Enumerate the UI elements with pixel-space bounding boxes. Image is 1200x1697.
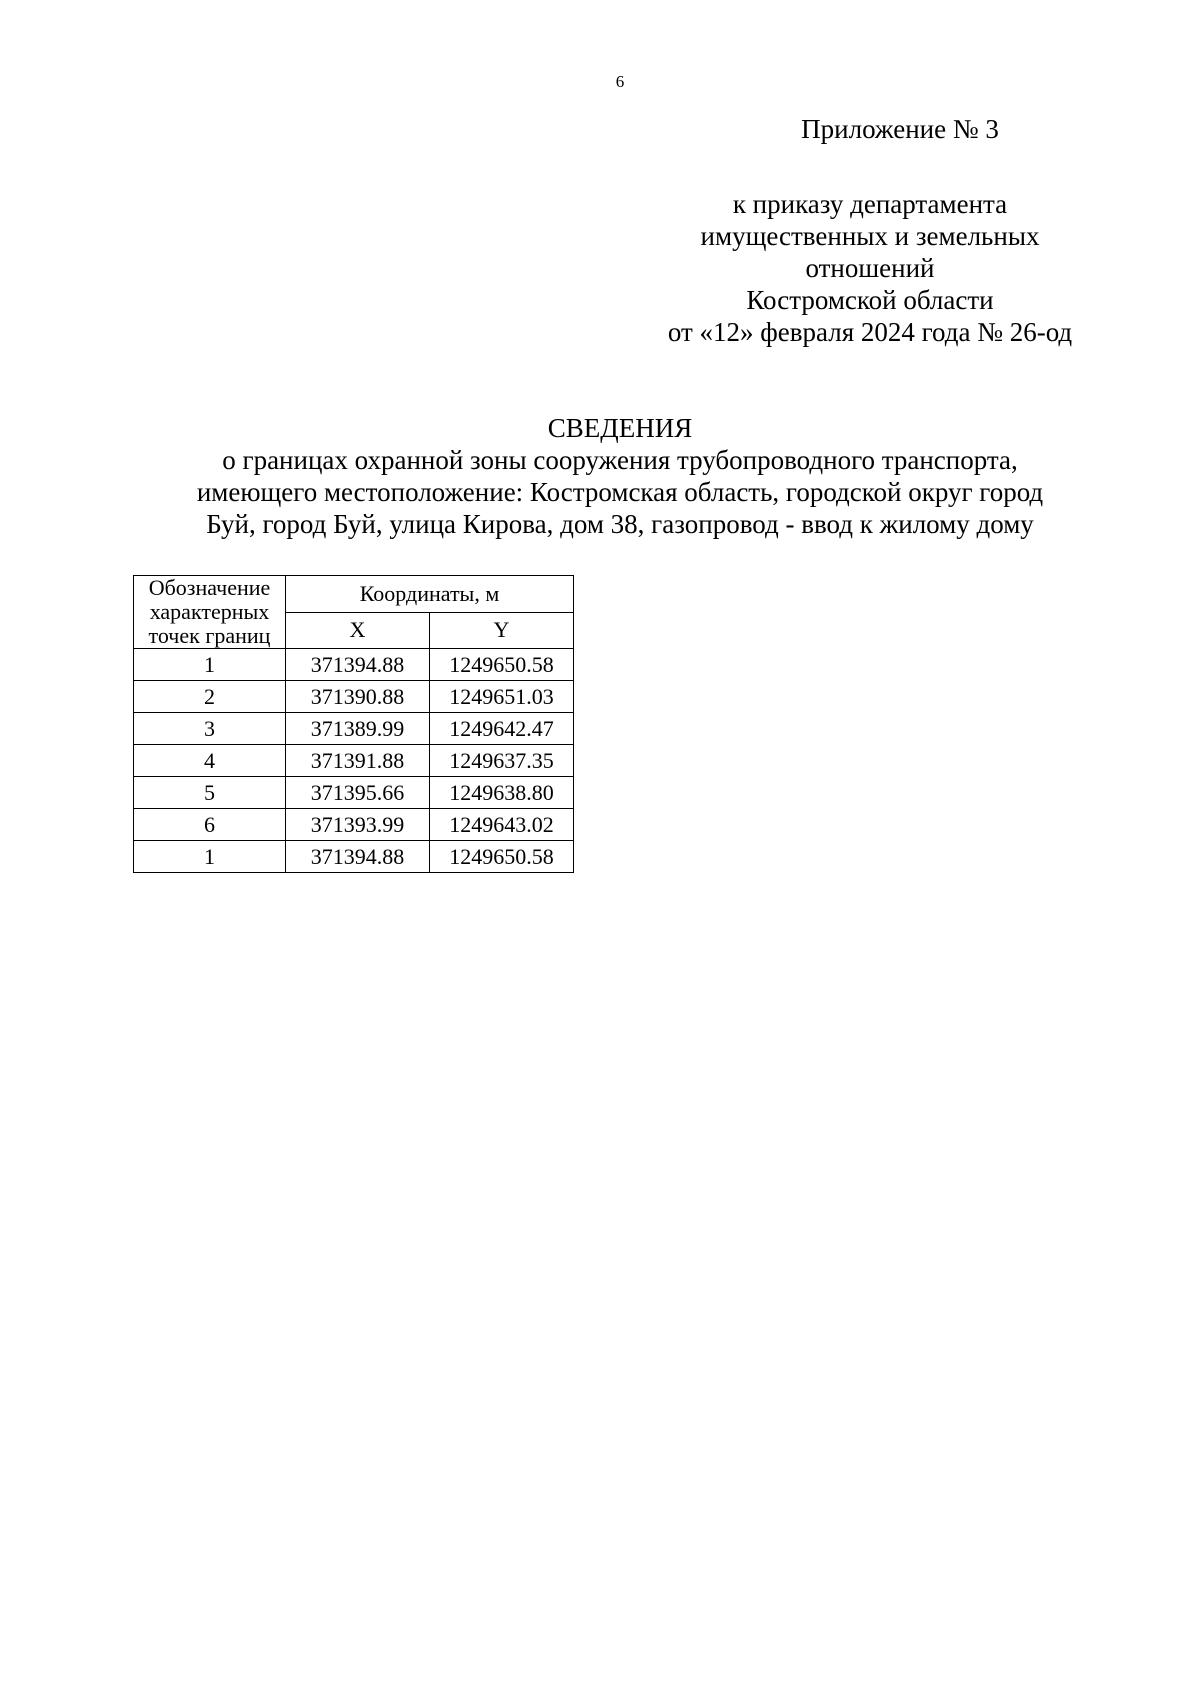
order-reference <box>640 188 1100 348</box>
cell-point: 3 <box>134 713 286 745</box>
page-number: 6 <box>615 72 625 91</box>
cell-x: 371391.88 <box>286 745 430 777</box>
cell-y: 1249637.35 <box>430 745 574 777</box>
cell-x: 371395.66 <box>286 777 430 809</box>
header-coordinates: Координаты, м <box>286 576 574 613</box>
cell-x: 371390.88 <box>286 681 430 713</box>
cell-point: 4 <box>134 745 286 777</box>
cell-point: 6 <box>134 809 286 841</box>
order-ref-line: отношений <box>805 253 935 283</box>
coordinates-table <box>133 575 574 873</box>
cell-y: 1249642.47 <box>430 713 574 745</box>
order-ref-line: к приказу департамента <box>732 189 1008 219</box>
header-x: X <box>286 612 430 649</box>
cell-x: 371394.88 <box>286 649 430 681</box>
table-header-row <box>134 576 574 613</box>
heading-subtitle-line: о границах охранной зоны сооружения трубопроводного транспорта, <box>222 445 1018 475</box>
cell-y: 1249650.58 <box>430 841 574 873</box>
table-row <box>134 745 574 777</box>
header-y: Y <box>430 612 574 649</box>
heading-subtitle-line: имеющего местоположение: Костромская область, городской округ город <box>196 477 1044 507</box>
cell-point: 1 <box>134 841 286 873</box>
header-point-line: точек границ <box>148 623 271 648</box>
cell-point: 2 <box>134 681 286 713</box>
heading-title: СВЕДЕНИЯ <box>547 413 693 443</box>
order-ref-line: имущественных и земельных <box>700 221 1040 251</box>
heading-subtitle-line: Буй, город Буй, улица Кирова, дом 38, газопровод - ввод к жилому дому <box>206 509 1034 539</box>
table-row <box>134 777 574 809</box>
cell-y: 1249650.58 <box>430 649 574 681</box>
header-point-line: характерных <box>149 599 270 624</box>
table-row <box>134 841 574 873</box>
cell-x: 371389.99 <box>286 713 430 745</box>
cell-x: 371393.99 <box>286 809 430 841</box>
cell-x: 371394.88 <box>286 841 430 873</box>
table-row <box>134 649 574 681</box>
header-point-line: Обозначение <box>148 575 271 600</box>
cell-point: 1 <box>134 649 286 681</box>
cell-y: 1249651.03 <box>430 681 574 713</box>
document-heading <box>130 412 1110 540</box>
appendix-title: Приложение № 3 <box>801 114 999 144</box>
cell-y: 1249638.80 <box>430 777 574 809</box>
cell-y: 1249643.02 <box>430 809 574 841</box>
table-row <box>134 713 574 745</box>
table-row <box>134 809 574 841</box>
order-ref-line: от «12» февраля 2024 года № 26-од <box>667 317 1073 347</box>
cell-point: 5 <box>134 777 286 809</box>
table-row <box>134 681 574 713</box>
header-point-designation <box>134 576 286 649</box>
order-ref-line: Костромской области <box>746 285 994 315</box>
